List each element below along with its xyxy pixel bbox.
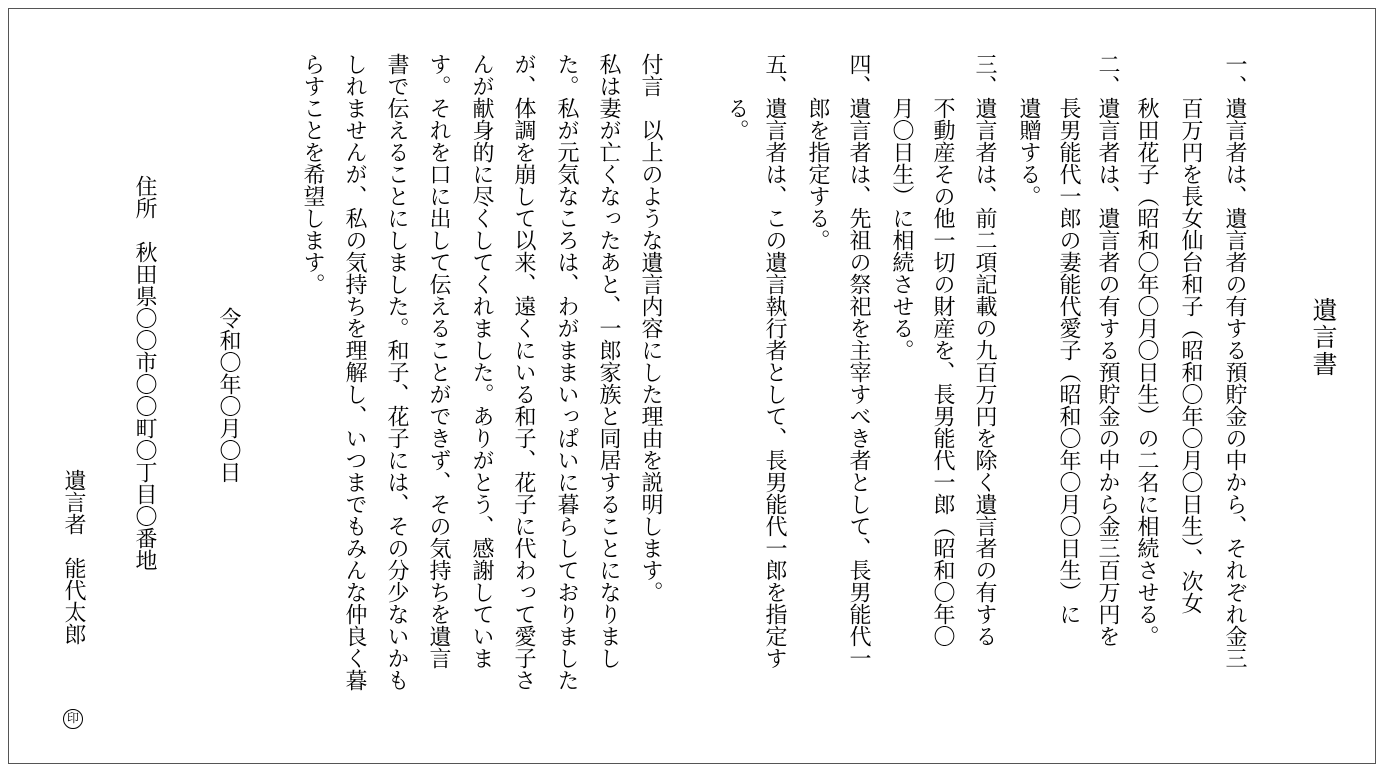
clause-3-line-2: 不動産その他一切の財産を、長男能代一郎（昭和〇年〇 bbox=[930, 97, 955, 647]
testator-block bbox=[62, 469, 84, 645]
supplement-line-5: んが献身的に尽くしてくれました。ありがとう、感謝していま bbox=[469, 53, 494, 669]
clause-2-line-3: 遺贈する。 bbox=[1016, 97, 1041, 207]
address-block bbox=[133, 175, 155, 571]
supplement-line-3: た。私が元気なころは、わがままいっぱいに暮らしておりました bbox=[554, 53, 579, 691]
clause-5-line-1: 五、遺言者は、この遺言執行者として、長男能代一郎を指定す bbox=[762, 53, 787, 669]
clause-2-line-1: 二、遺言者は、遺言者の有する預貯金の中から金三百万円を bbox=[1095, 53, 1120, 647]
supplement-line-7: 書で伝えることにしました。和子、花子には、その分少ないかも bbox=[384, 53, 409, 691]
address-value: 秋田県〇〇市〇〇町〇丁目〇番地 bbox=[132, 241, 157, 571]
seal-icon: 印 bbox=[63, 709, 83, 729]
will-document bbox=[8, 8, 1376, 764]
address-label: 住所 bbox=[132, 175, 157, 219]
clause-2-line-2: 長男能代一郎の妻能代愛子（昭和〇年〇月〇日生）に bbox=[1056, 97, 1081, 625]
supplement-line-1: 付言 以上のような遺言内容にした理由を説明します。 bbox=[638, 53, 663, 603]
testator-label: 遺言者 bbox=[61, 469, 86, 535]
supplement-line-8: しれませんが、私の気持ちを理解し、いつまでもみんな仲良く暮 bbox=[342, 53, 367, 691]
supplement-line-4: が、体調を崩して以来、遠くにいる和子、花子に代わって愛子さ bbox=[511, 53, 536, 691]
clause-1-line-1: 一、遺言者は、遺言者の有する預貯金の中から、それぞれ金三 bbox=[1222, 53, 1247, 669]
clause-1-line-3: 秋田花子（昭和〇年〇月〇日生）の二名に相続させる。 bbox=[1134, 97, 1159, 647]
testator-name: 能代太郎 bbox=[61, 557, 86, 645]
clause-4-line-1: 四、遺言者は、先祖の祭祀を主宰すべき者として、長男能代一 bbox=[846, 53, 871, 669]
supplement-line-2: 私は妻が亡くなったあと、一郎家族と同居することになりまし bbox=[596, 53, 621, 669]
clause-4-line-2: 郎を指定する。 bbox=[805, 97, 830, 251]
supplement-line-6: す。それを口に出して伝えることができず、その気持ちを遺言 bbox=[426, 53, 451, 669]
clause-3-line-3: 月〇日生）に相続させる。 bbox=[889, 97, 914, 361]
document-title: 遺言書 bbox=[1309, 297, 1338, 378]
date-line: 令和〇年〇月〇日 bbox=[216, 307, 241, 483]
clause-3-line-1: 三、遺言者は、前二項記載の九百万円を除く遺言者の有する bbox=[972, 53, 997, 647]
clause-1-line-2: 百万円を長女仙台和子（昭和〇年〇月〇日生）、次女 bbox=[1178, 97, 1203, 614]
supplement-line-9: らすことを希望します。 bbox=[300, 53, 325, 295]
clause-5-line-2: る。 bbox=[724, 97, 749, 141]
